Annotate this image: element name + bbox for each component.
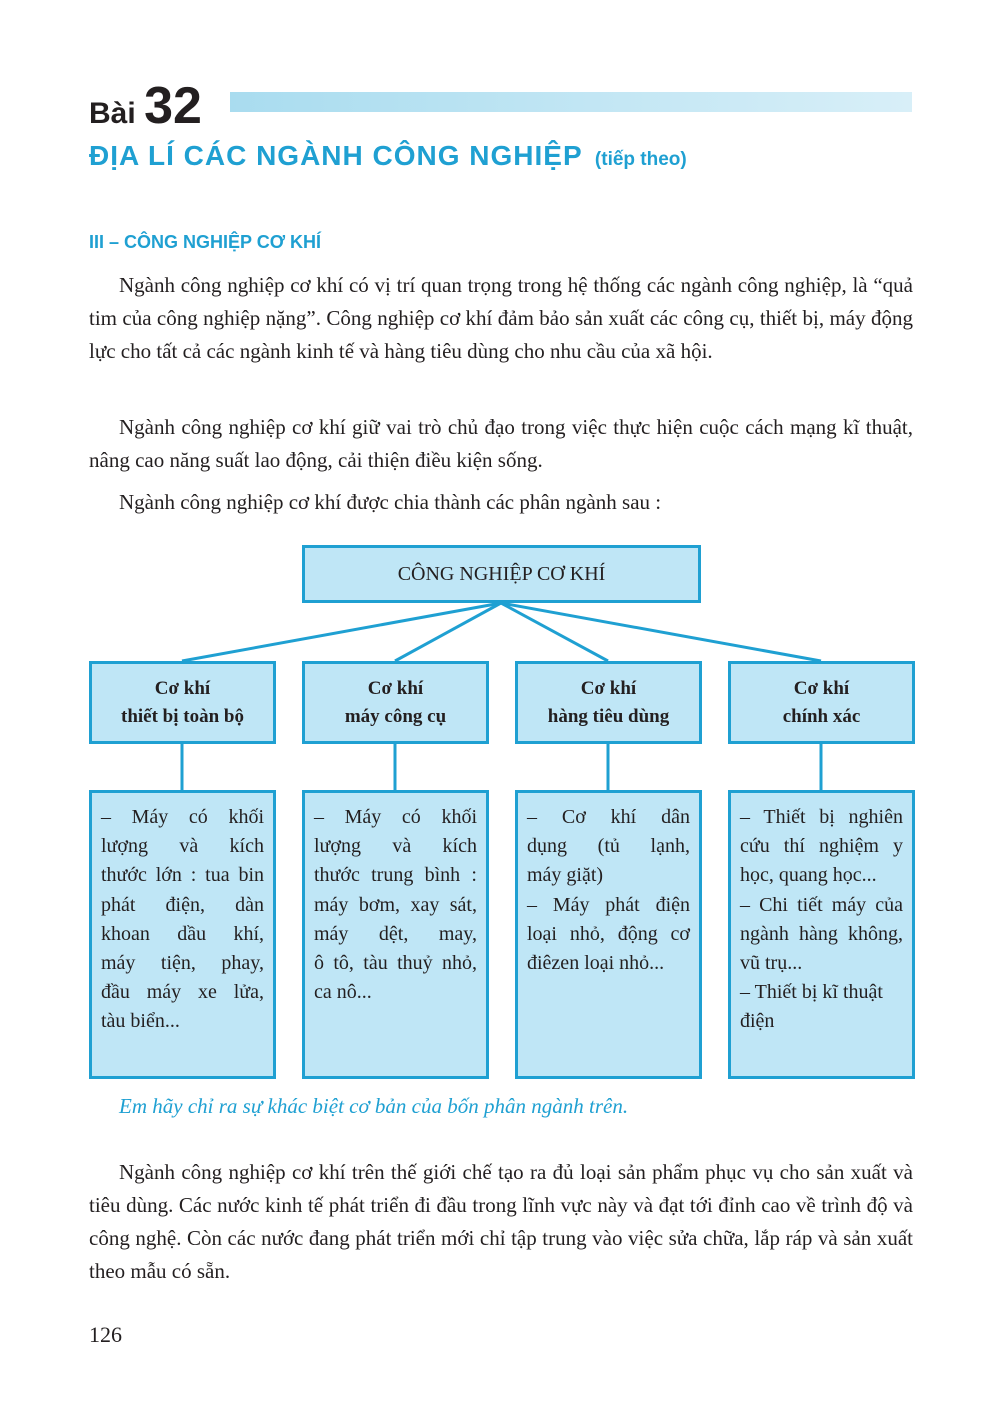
- description-line: tàu biển...: [101, 1010, 180, 1033]
- paragraph-world-industry: Ngành công nghiệp cơ khí trên thế giới chế tạo ra đủ loại sản phẩm phục vụ cho sản xuất và tiêu dùng. Các nước kinh tế phát triển đi đầu trong lĩnh vực này và đạt tới đỉnh cao về trình độ và công nghệ. Còn các nước đang phát triển mới chỉ tập trung vào việc sửa chữa, lắp ráp và sản xuất theo mẫu có sẵn.: [89, 1160, 913, 1283]
- category-label-line2: hàng tiêu dùng: [547, 705, 670, 727]
- page-number: 126: [89, 1322, 122, 1347]
- connector-root-cat3: [501, 603, 608, 661]
- description-line: thước trung bình :: [314, 864, 477, 887]
- description-box-precision: [728, 790, 915, 1079]
- discussion-question: Em hãy chỉ ra sự khác biệt cơ bản của bốn phân ngành trên.: [119, 1094, 629, 1118]
- category-box-complete-equipment: [89, 661, 276, 744]
- description-line: ca nô...: [314, 981, 372, 1004]
- description-line: đầu máy xe lửa,: [101, 981, 264, 1004]
- paragraph-role: Ngành công nghiệp cơ khí có vị trí quan trọng trong hệ thống các ngành công nghiệp, là “quả tim của công nghiệp nặng”. Công nghiệp cơ khí đảm bảo sản xuất các công cụ, thiết bị, máy động lực cho tất cả các ngành kinh tế và hàng tiêu dùng cho nhu cầu của xã hội.: [89, 273, 913, 363]
- description-line: lượng và kích: [101, 835, 264, 858]
- description-line: học, quang học...: [740, 864, 877, 887]
- description-line: lượng và kích: [314, 835, 477, 858]
- description-line: cứu thí nghiệm y: [740, 835, 903, 858]
- lesson-title-suffix: (tiếp theo): [594, 149, 687, 170]
- connector-root-cat4: [501, 603, 821, 661]
- category-label-line2: thiết bị toàn bộ: [121, 705, 244, 727]
- lesson-title-main: ĐỊA LÍ CÁC NGÀNH CÔNG NGHIỆP: [89, 140, 583, 171]
- category-label-line1: Cơ khí: [367, 677, 424, 699]
- category-label-line2: máy công cụ: [344, 705, 447, 727]
- paragraph-importance: Ngành công nghiệp cơ khí giữ vai trò chủ đạo trong việc thực hiện cuộc cách mạng kĩ thuật, nâng cao năng suất lao động, cải thiện điều kiện sống.: [89, 415, 913, 472]
- description-box-consumer-goods: [515, 790, 702, 1079]
- section-heading: III – CÔNG NGHIỆP CƠ KHÍ: [89, 232, 322, 252]
- description-line: máy bơm, xay sát,: [314, 893, 477, 916]
- category-box-machine-tools: [302, 661, 489, 744]
- category-box-precision: [728, 661, 915, 744]
- connector-root-cat2: [395, 603, 501, 661]
- description-line: ô tô, tàu thuỷ nhỏ,: [314, 952, 477, 975]
- description-box-complete-equipment: [89, 790, 276, 1079]
- description-line: – Thiết bị kĩ thuật: [740, 981, 883, 1004]
- category-label-line1: Cơ khí: [580, 677, 637, 699]
- diagram-root-label: CÔNG NGHIỆP CƠ KHÍ: [397, 562, 606, 585]
- description-line: khoan dầu khí,: [101, 922, 264, 945]
- description-line: máy giặt): [527, 864, 604, 887]
- description-line: ngành hàng không,: [740, 922, 903, 945]
- description-line: dụng (tủ lạnh,: [527, 835, 690, 858]
- description-line: – Chi tiết máy của: [740, 893, 903, 916]
- description-line: vũ trụ...: [740, 952, 803, 975]
- description-box-machine-tools: [302, 790, 489, 1079]
- description-line: máy tiện, phay,: [101, 952, 264, 975]
- category-label-line1: Cơ khí: [154, 677, 211, 699]
- description-line: – Máy có khối: [314, 806, 477, 828]
- category-label-line2: chính xác: [782, 705, 861, 727]
- description-line: – Cơ khí dân: [527, 806, 690, 828]
- paragraph-intro-subsectors: Ngành công nghiệp cơ khí được chia thành các phân ngành sau :: [119, 490, 662, 514]
- description-line: điện: [740, 1010, 775, 1033]
- description-line: – Thiết bị nghiên: [740, 806, 903, 828]
- description-line: thước lớn : tua bin: [101, 864, 264, 887]
- lesson-title: [89, 140, 687, 172]
- lesson-header-bar: [230, 92, 912, 112]
- description-line: – Máy phát điện: [527, 893, 690, 916]
- category-box-consumer-goods: [515, 661, 702, 744]
- lesson-number: 32: [144, 77, 202, 135]
- description-line: loại nhỏ, động cơ: [527, 922, 690, 945]
- description-line: – Máy có khối: [101, 806, 264, 828]
- category-label-line1: Cơ khí: [793, 677, 850, 699]
- connector-root-cat1: [182, 603, 501, 661]
- description-line: phát điện, dàn: [101, 893, 264, 916]
- diagram-root-box: [302, 545, 701, 603]
- description-line: máy dệt, may,: [314, 922, 477, 945]
- description-line: điêzen loại nhỏ...: [527, 952, 665, 975]
- lesson-word: Bài: [89, 97, 136, 130]
- lesson-label: [89, 77, 202, 135]
